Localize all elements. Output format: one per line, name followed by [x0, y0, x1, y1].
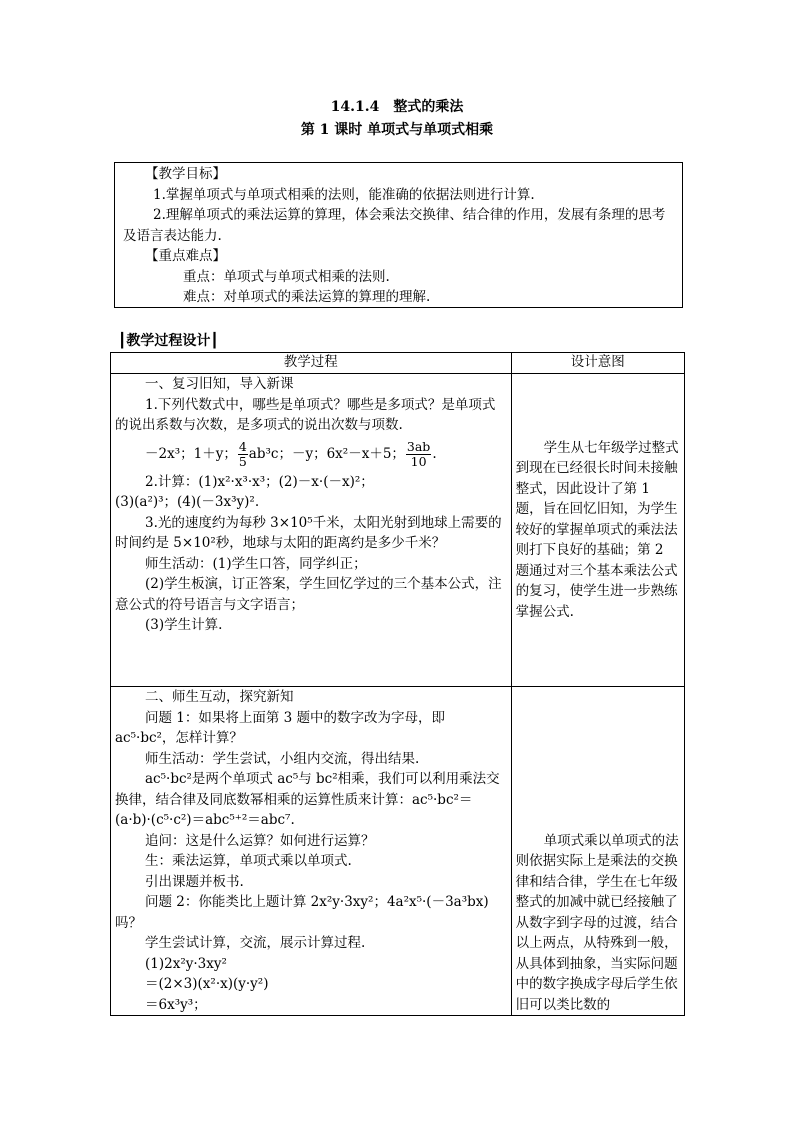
objectives-heading: 【教学目标】: [145, 166, 226, 182]
table-header-row: [111, 353, 685, 374]
section-heading: 一、复习旧知，导入新课: [145, 376, 294, 392]
problem-1: 问题 1：如果将上面第 3 题中的数字改为字母，即: [145, 709, 446, 726]
activity-1: 师生活动：(1)学生口答，同学纠正；: [145, 555, 367, 572]
intent-cell-2: [511, 687, 684, 1016]
activity-3: (3)学生计算.: [145, 617, 223, 633]
intent-text-2: 单项式乘以单项式的法则依据实际上是乘法的交换律和结合律，学生在七年级整式的加减中就已经接触了从数字到字母的过渡，结合以上两点，从特殊到一般，从具体到抽象，当实际问题中的数字换成字母后学生依旧可以类比数的: [515, 832, 679, 1013]
process-cell-1: [111, 374, 512, 687]
problem-2: 问题 2：你能类比上题计算 2x²y·3xy²；4a²x⁵·(－3a³bx)吗？: [115, 894, 489, 931]
calc-line-3: ＝6x³y³；: [145, 996, 207, 1013]
question-3: 3.光的速度约为每秒 3×10⁵千米，太阳光射到地球上需要的时间约是 5×10²秒，地球与太阳的距离约是多少千米？: [115, 514, 502, 551]
activity: 师生活动：学生尝试，小组内交流，得出结果.: [145, 750, 420, 767]
table-row: [111, 374, 685, 687]
objective-2: 2.理解单项式的乘法运算的算理，体会乘法交换律、结合律的作用，发展有条理的思考及语言表达能力.: [123, 207, 666, 244]
topic-intro: 引出课题并板书.: [145, 873, 244, 890]
table-row: [111, 687, 685, 1016]
calc-line-2: ＝(2×3)(x²·x)(y·y²): [145, 976, 269, 992]
key-points-heading: 【重点难点】: [145, 248, 226, 264]
numerator: 3ab: [406, 438, 431, 454]
lesson-section-title: 14.1.4 整式的乘法: [330, 99, 464, 115]
design-heading: ┃教学过程设计┃: [118, 333, 219, 349]
intent-cell-1: [511, 374, 684, 687]
denominator: 5: [238, 453, 247, 469]
intent-text-1: 学生从七年级学过整式到现在已经很长时间未接触整式，因此设计了第 1 题，旨在回忆旧知，为学生较好的掌握单项式的乘法法则打下良好的基础；第 2 题通过对三个基本乘法公式的复习，使学生进一步熟练掌握公式.: [515, 439, 679, 620]
activity-2: (2)学生板演，订正答案，学生回忆学过的三个基本公式，注意公式的符号语言与文字语言；: [115, 576, 502, 613]
expr-b: ab³c；－y；6x²－x＋5；: [248, 445, 405, 462]
follow-up: 追问：这是什么运算？如何进行运算？: [145, 832, 375, 849]
expr-a: －2x³；1＋y；: [145, 445, 237, 462]
fraction-4-5: [238, 440, 248, 469]
student-answer: 生：乘法运算，单项式乘以单项式.: [145, 853, 352, 869]
objectives-box: [114, 162, 683, 308]
student-work: 学生尝试计算，交流，展示计算过程.: [145, 935, 366, 951]
question-2: 2.计算：(1)x²·x³·x³；(2)－x·(－x)²；: [145, 473, 374, 490]
process-table: [110, 352, 685, 1016]
section-heading: 二、师生互动，探究新知: [145, 689, 294, 705]
key-point: 重点：单项式与单项式相乘的法则.: [183, 268, 390, 285]
expression-list: [115, 436, 507, 472]
lesson-title: 第 1 课时 单项式与单项式相乘: [300, 122, 494, 138]
numerator: 4: [238, 438, 247, 454]
question-2-cont: (3)(a²)³；(4)(－3x³y)².: [115, 494, 260, 510]
question-1: 1.下列代数式中，哪些是单项式？哪些是多项式？是单项式的说出系数与次数，是多项式的说出次数与项数.: [115, 396, 496, 433]
problem-1-cont: ac⁵·bc²，怎样计算？: [115, 730, 243, 746]
process-cell-2: [111, 687, 512, 1016]
denominator: 10: [410, 453, 427, 469]
difficulty-point: 难点：对单项式的乘法运算的算理的理解.: [183, 289, 431, 305]
objective-1: 1.掌握单项式与单项式相乘的法则，能准确的依据法则进行计算.: [153, 186, 535, 203]
explanation: ac⁵·bc²是两个单项式 ac⁵与 bc²相乘，我们可以利用乘法交换律，结合律及同底数幂相乘的运算性质来计算：ac⁵·bc²＝(a·b)·(c⁵·c²)＝abc⁵⁺²＝abc⁷.: [115, 771, 500, 828]
fraction-3ab-10: [406, 440, 431, 469]
col-header-intent: 设计意图: [511, 353, 684, 374]
expr-end: .: [432, 445, 437, 462]
calc-line-1: (1)2x²y·3xy²: [145, 955, 227, 972]
col-header-process: 教学过程: [111, 353, 512, 374]
